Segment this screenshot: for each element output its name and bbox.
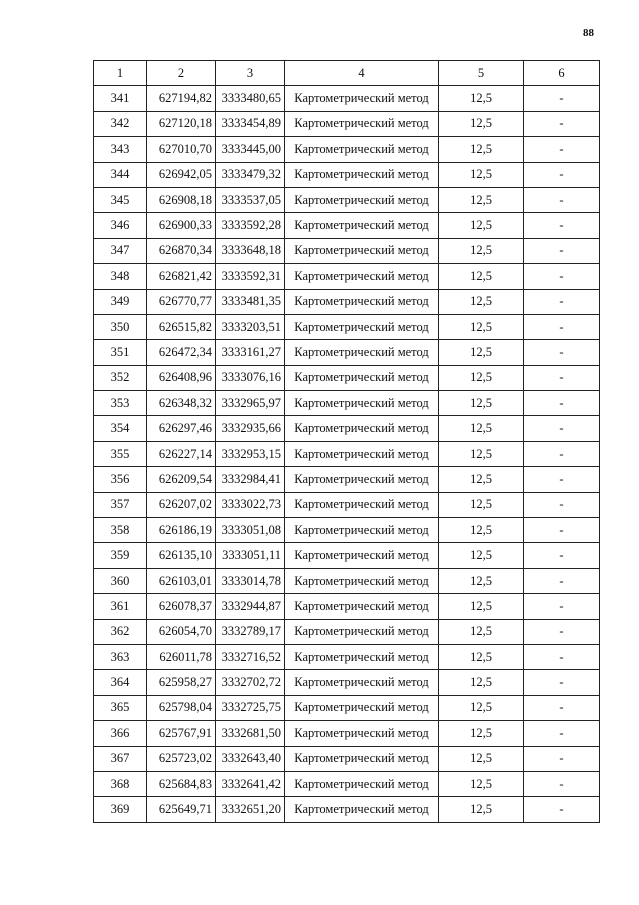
accuracy-cell: 12,5 — [439, 594, 524, 619]
method-cell: Картометрический метод — [285, 746, 439, 771]
note-cell: - — [524, 391, 600, 416]
y-coordinate-cell: 3332944,87 — [216, 594, 285, 619]
point-number-cell: 347 — [94, 238, 147, 263]
x-coordinate-cell: 626207,02 — [147, 492, 216, 517]
note-cell: - — [524, 771, 600, 796]
method-cell: Картометрический метод — [285, 644, 439, 669]
point-number-cell: 343 — [94, 137, 147, 162]
x-coordinate-cell: 625767,91 — [147, 721, 216, 746]
accuracy-cell: 12,5 — [439, 314, 524, 339]
x-coordinate-cell: 626348,32 — [147, 391, 216, 416]
x-coordinate-cell: 626103,01 — [147, 568, 216, 593]
method-cell: Картометрический метод — [285, 492, 439, 517]
method-cell: Картометрический метод — [285, 238, 439, 263]
method-cell: Картометрический метод — [285, 187, 439, 212]
method-cell: Картометрический метод — [285, 162, 439, 187]
table-row — [94, 314, 600, 339]
method-cell: Картометрический метод — [285, 340, 439, 365]
point-number-cell: 364 — [94, 670, 147, 695]
method-cell: Картометрический метод — [285, 111, 439, 136]
y-coordinate-cell: 3333076,16 — [216, 365, 285, 390]
note-cell: - — [524, 86, 600, 111]
y-coordinate-cell: 3333445,00 — [216, 137, 285, 162]
y-coordinate-cell: 3333592,28 — [216, 213, 285, 238]
header-cell: 6 — [524, 61, 600, 86]
table-row — [94, 568, 600, 593]
x-coordinate-cell: 626078,37 — [147, 594, 216, 619]
accuracy-cell: 12,5 — [439, 213, 524, 238]
x-coordinate-cell: 625684,83 — [147, 771, 216, 796]
note-cell: - — [524, 670, 600, 695]
x-coordinate-cell: 626942,05 — [147, 162, 216, 187]
y-coordinate-cell: 3333648,18 — [216, 238, 285, 263]
accuracy-cell: 12,5 — [439, 746, 524, 771]
y-coordinate-cell: 3333051,08 — [216, 518, 285, 543]
accuracy-cell: 12,5 — [439, 86, 524, 111]
method-cell: Картометрический метод — [285, 518, 439, 543]
note-cell: - — [524, 518, 600, 543]
point-number-cell: 359 — [94, 543, 147, 568]
header-cell: 4 — [285, 61, 439, 86]
accuracy-cell: 12,5 — [439, 492, 524, 517]
note-cell: - — [524, 314, 600, 339]
method-cell: Картометрический метод — [285, 721, 439, 746]
accuracy-cell: 12,5 — [439, 264, 524, 289]
x-coordinate-cell: 627120,18 — [147, 111, 216, 136]
accuracy-cell: 12,5 — [439, 441, 524, 466]
note-cell: - — [524, 162, 600, 187]
note-cell: - — [524, 238, 600, 263]
table-row — [94, 467, 600, 492]
point-number-cell: 367 — [94, 746, 147, 771]
y-coordinate-cell: 3333022,73 — [216, 492, 285, 517]
note-cell: - — [524, 137, 600, 162]
y-coordinate-cell: 3333480,65 — [216, 86, 285, 111]
x-coordinate-cell: 626908,18 — [147, 187, 216, 212]
note-cell: - — [524, 416, 600, 441]
point-number-cell: 354 — [94, 416, 147, 441]
x-coordinate-cell: 626515,82 — [147, 314, 216, 339]
x-coordinate-cell: 625798,04 — [147, 695, 216, 720]
table-row — [94, 721, 600, 746]
x-coordinate-cell: 625958,27 — [147, 670, 216, 695]
note-cell: - — [524, 695, 600, 720]
page-number: 88 — [583, 27, 594, 39]
point-number-cell: 351 — [94, 340, 147, 365]
table-row — [94, 137, 600, 162]
method-cell: Картометрический метод — [285, 391, 439, 416]
table-row — [94, 238, 600, 263]
header-cell: 1 — [94, 61, 147, 86]
point-number-cell: 356 — [94, 467, 147, 492]
x-coordinate-cell: 626297,46 — [147, 416, 216, 441]
point-number-cell: 348 — [94, 264, 147, 289]
accuracy-cell: 12,5 — [439, 162, 524, 187]
table-row — [94, 670, 600, 695]
accuracy-cell: 12,5 — [439, 111, 524, 136]
x-coordinate-cell: 627010,70 — [147, 137, 216, 162]
method-cell: Картометрический метод — [285, 568, 439, 593]
note-cell: - — [524, 111, 600, 136]
x-coordinate-cell: 626227,14 — [147, 441, 216, 466]
table-row — [94, 416, 600, 441]
y-coordinate-cell: 3332716,52 — [216, 644, 285, 669]
x-coordinate-cell: 626900,33 — [147, 213, 216, 238]
point-number-cell: 346 — [94, 213, 147, 238]
x-coordinate-cell: 626011,78 — [147, 644, 216, 669]
table-row — [94, 543, 600, 568]
y-coordinate-cell: 3332935,66 — [216, 416, 285, 441]
point-number-cell: 362 — [94, 619, 147, 644]
table-row — [94, 289, 600, 314]
table-row — [94, 492, 600, 517]
y-coordinate-cell: 3333014,78 — [216, 568, 285, 593]
method-cell: Картометрический метод — [285, 594, 439, 619]
accuracy-cell: 12,5 — [439, 695, 524, 720]
table-row — [94, 619, 600, 644]
point-number-cell: 360 — [94, 568, 147, 593]
table-row — [94, 340, 600, 365]
note-cell: - — [524, 594, 600, 619]
table-body — [94, 61, 600, 823]
note-cell: - — [524, 746, 600, 771]
table-row — [94, 264, 600, 289]
x-coordinate-cell: 625649,71 — [147, 797, 216, 822]
x-coordinate-cell: 625723,02 — [147, 746, 216, 771]
y-coordinate-cell: 3332789,17 — [216, 619, 285, 644]
point-number-cell: 345 — [94, 187, 147, 212]
point-number-cell: 369 — [94, 797, 147, 822]
accuracy-cell: 12,5 — [439, 797, 524, 822]
accuracy-cell: 12,5 — [439, 670, 524, 695]
y-coordinate-cell: 3332651,20 — [216, 797, 285, 822]
y-coordinate-cell: 3332725,75 — [216, 695, 285, 720]
y-coordinate-cell: 3332953,15 — [216, 441, 285, 466]
accuracy-cell: 12,5 — [439, 187, 524, 212]
x-coordinate-cell: 627194,82 — [147, 86, 216, 111]
table-row — [94, 187, 600, 212]
method-cell: Картометрический метод — [285, 416, 439, 441]
point-number-cell: 341 — [94, 86, 147, 111]
y-coordinate-cell: 3333454,89 — [216, 111, 285, 136]
table-row — [94, 771, 600, 796]
y-coordinate-cell: 3333161,27 — [216, 340, 285, 365]
point-number-cell: 352 — [94, 365, 147, 390]
accuracy-cell: 12,5 — [439, 238, 524, 263]
table-row — [94, 695, 600, 720]
table-row — [94, 86, 600, 111]
point-number-cell: 363 — [94, 644, 147, 669]
note-cell: - — [524, 467, 600, 492]
method-cell: Картометрический метод — [285, 467, 439, 492]
accuracy-cell: 12,5 — [439, 365, 524, 390]
y-coordinate-cell: 3332984,41 — [216, 467, 285, 492]
accuracy-cell: 12,5 — [439, 289, 524, 314]
accuracy-cell: 12,5 — [439, 771, 524, 796]
x-coordinate-cell: 626472,34 — [147, 340, 216, 365]
y-coordinate-cell: 3333051,11 — [216, 543, 285, 568]
y-coordinate-cell: 3333537,05 — [216, 187, 285, 212]
note-cell: - — [524, 213, 600, 238]
note-cell: - — [524, 289, 600, 314]
method-cell: Картометрический метод — [285, 289, 439, 314]
y-coordinate-cell: 3332965,97 — [216, 391, 285, 416]
y-coordinate-cell: 3333592,31 — [216, 264, 285, 289]
accuracy-cell: 12,5 — [439, 568, 524, 593]
x-coordinate-cell: 626408,96 — [147, 365, 216, 390]
method-cell: Картометрический метод — [285, 543, 439, 568]
y-coordinate-cell: 3333479,32 — [216, 162, 285, 187]
method-cell: Картометрический метод — [285, 314, 439, 339]
y-coordinate-cell: 3332641,42 — [216, 771, 285, 796]
table-row — [94, 644, 600, 669]
table-row — [94, 594, 600, 619]
point-number-cell: 368 — [94, 771, 147, 796]
table-row — [94, 213, 600, 238]
x-coordinate-cell: 626870,34 — [147, 238, 216, 263]
note-cell: - — [524, 187, 600, 212]
accuracy-cell: 12,5 — [439, 619, 524, 644]
table-row — [94, 518, 600, 543]
coordinates-table — [93, 60, 600, 823]
point-number-cell: 344 — [94, 162, 147, 187]
method-cell: Картометрический метод — [285, 264, 439, 289]
accuracy-cell: 12,5 — [439, 467, 524, 492]
method-cell: Картометрический метод — [285, 441, 439, 466]
point-number-cell: 365 — [94, 695, 147, 720]
note-cell: - — [524, 543, 600, 568]
table-row — [94, 391, 600, 416]
note-cell: - — [524, 619, 600, 644]
accuracy-cell: 12,5 — [439, 137, 524, 162]
header-cell: 5 — [439, 61, 524, 86]
method-cell: Картометрический метод — [285, 771, 439, 796]
y-coordinate-cell: 3332702,72 — [216, 670, 285, 695]
note-cell: - — [524, 340, 600, 365]
note-cell: - — [524, 365, 600, 390]
note-cell: - — [524, 568, 600, 593]
table-row — [94, 111, 600, 136]
accuracy-cell: 12,5 — [439, 721, 524, 746]
accuracy-cell: 12,5 — [439, 518, 524, 543]
table-row — [94, 162, 600, 187]
y-coordinate-cell: 3332643,40 — [216, 746, 285, 771]
method-cell: Картометрический метод — [285, 695, 439, 720]
table-row — [94, 365, 600, 390]
y-coordinate-cell: 3332681,50 — [216, 721, 285, 746]
table-row — [94, 441, 600, 466]
table-header-row — [94, 61, 600, 86]
header-cell: 3 — [216, 61, 285, 86]
point-number-cell: 342 — [94, 111, 147, 136]
header-cell: 2 — [147, 61, 216, 86]
method-cell: Картометрический метод — [285, 365, 439, 390]
point-number-cell: 353 — [94, 391, 147, 416]
method-cell: Картометрический метод — [285, 213, 439, 238]
x-coordinate-cell: 626135,10 — [147, 543, 216, 568]
note-cell: - — [524, 797, 600, 822]
x-coordinate-cell: 626054,70 — [147, 619, 216, 644]
note-cell: - — [524, 492, 600, 517]
accuracy-cell: 12,5 — [439, 340, 524, 365]
accuracy-cell: 12,5 — [439, 644, 524, 669]
method-cell: Картометрический метод — [285, 670, 439, 695]
table-row — [94, 746, 600, 771]
note-cell: - — [524, 264, 600, 289]
x-coordinate-cell: 626821,42 — [147, 264, 216, 289]
point-number-cell: 355 — [94, 441, 147, 466]
point-number-cell: 358 — [94, 518, 147, 543]
accuracy-cell: 12,5 — [439, 543, 524, 568]
method-cell: Картометрический метод — [285, 137, 439, 162]
method-cell: Картометрический метод — [285, 86, 439, 111]
accuracy-cell: 12,5 — [439, 391, 524, 416]
point-number-cell: 349 — [94, 289, 147, 314]
point-number-cell: 361 — [94, 594, 147, 619]
y-coordinate-cell: 3333481,35 — [216, 289, 285, 314]
method-cell: Картометрический метод — [285, 797, 439, 822]
table-row — [94, 797, 600, 822]
point-number-cell: 366 — [94, 721, 147, 746]
point-number-cell: 350 — [94, 314, 147, 339]
y-coordinate-cell: 3333203,51 — [216, 314, 285, 339]
note-cell: - — [524, 644, 600, 669]
note-cell: - — [524, 721, 600, 746]
accuracy-cell: 12,5 — [439, 416, 524, 441]
x-coordinate-cell: 626209,54 — [147, 467, 216, 492]
note-cell: - — [524, 441, 600, 466]
method-cell: Картометрический метод — [285, 619, 439, 644]
x-coordinate-cell: 626186,19 — [147, 518, 216, 543]
x-coordinate-cell: 626770,77 — [147, 289, 216, 314]
point-number-cell: 357 — [94, 492, 147, 517]
